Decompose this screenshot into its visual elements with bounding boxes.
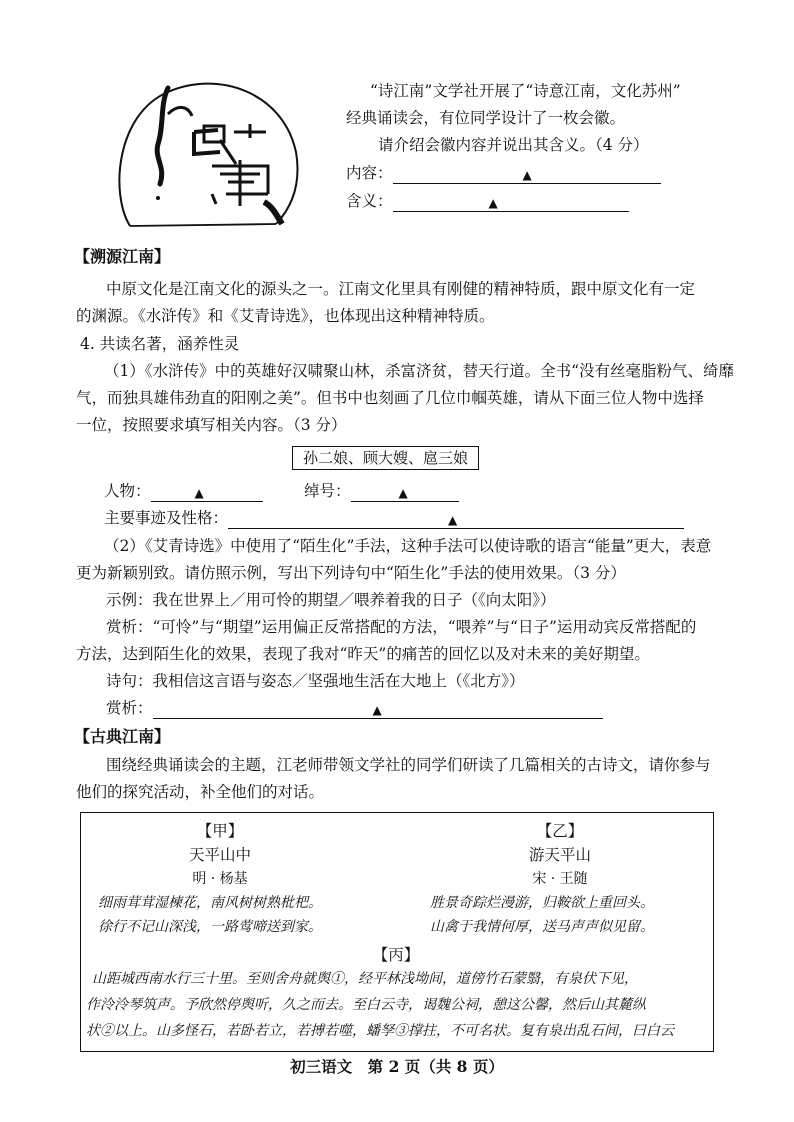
person-answer-line[interactable]: [151, 485, 263, 502]
meaning-row: [346, 190, 629, 212]
person-label: 人物：: [104, 482, 151, 500]
appreciate-row: [106, 697, 603, 719]
analysis-line: 赏析：“可怜”与“期望”运用偏正反常搭配的方法，“喂养”与“日子”运用动宾反常搭配的: [106, 618, 697, 636]
passage-tag-bing: 【丙】: [372, 946, 420, 964]
analysis-line: 方法，达到陌生化的效果，表现了我对“昨天”的痛苦的回忆以及对未来的美好期望。: [76, 645, 650, 663]
content-answer-line[interactable]: [393, 167, 661, 184]
poem-line-yi: 山禽于我情何厚，送马声声似见留。: [430, 919, 654, 935]
person-row: [104, 480, 263, 502]
question-text: 气，而独具雄伟劲直的阳刚之美”。但书中也刻画了几位巾帼英雄，请从下面三位人物中选择: [76, 389, 704, 407]
poem-title-jia: 天平山中: [188, 846, 251, 864]
answer-marker: ▲: [522, 168, 532, 182]
content-row: [346, 162, 661, 184]
question-text: 一位，按照要求填写相关内容。（3 分）: [76, 416, 347, 434]
nickname-label: 绰号：: [304, 482, 351, 500]
passage-line: 作泠泠琴筑声。予欣然停舆听，久之而去。至白云寺，谒魏公祠，憩这公馨，然后山其麓纵: [86, 997, 646, 1013]
emblem-icon: [108, 74, 304, 234]
deeds-answer-line[interactable]: [228, 512, 684, 529]
poem-author-yi: 宋 · 王随: [532, 871, 588, 887]
names-box: 孙二娘、顾大嫂、扈三娘: [292, 446, 479, 470]
poem-line: 诗句：我相信这言语与姿态／坚强地生活在大地上（《北方》）: [106, 672, 525, 690]
passage-line: 状②以上。山多怪石，若卧若立，若搏若噬，蟠孥③撑拄，不可名状。复有泉出乱石间，曰白云: [86, 1023, 674, 1039]
content-label: 内容：: [346, 164, 393, 182]
paragraph-line: 围绕经典诵读会的主题，江老师带领文学社的同学们研读了几篇相关的古诗文，请你参与: [106, 756, 711, 774]
answer-marker: ▲: [448, 513, 458, 527]
question-text: （1）《水浒传》中的英雄好汉啸聚山林，杀富济贫，替天行道。全书“没有丝毫脂粉气、绮靡: [104, 362, 735, 380]
meaning-answer-line[interactable]: [393, 195, 629, 212]
intro-line: 经典诵读会，有位同学设计了一枚会徽。: [346, 109, 626, 127]
question-title: 4. 共读名著，涵养性灵: [80, 335, 240, 353]
appreciate-answer-line[interactable]: [153, 702, 603, 719]
page-footer: 初三语文 第 2 页（共 8 页）: [290, 1057, 504, 1076]
paragraph-line: 中原文化是江南文化的源头之一。江南文化里具有刚健的精神特质，跟中原文化有一定: [106, 280, 696, 298]
passage-line: 山距城西南水行三十里。至则舍舟就舆①，经平林浅坳间，道傍竹石蒙翳，有泉伏下见，: [92, 971, 638, 987]
poem-author-jia: 明 · 杨基: [192, 871, 248, 887]
deeds-row: [104, 507, 684, 529]
poem-tag-yi: 【乙】: [536, 822, 584, 840]
intro-line: “诗江南”文学社开展了“诗意江南，文化苏州”: [370, 82, 681, 100]
answer-marker: ▲: [488, 196, 498, 210]
paragraph-line: 他们的探究活动，补全他们的对话。: [76, 783, 325, 801]
nickname-answer-line[interactable]: [351, 485, 459, 502]
deeds-label: 主要事迹及性格：: [104, 509, 229, 527]
example-line: 示例：我在世界上／用可怜的期望／喂养着我的日子（《向太阳》）: [106, 591, 556, 609]
paragraph-line: 的渊源。《水浒传》和《艾青诗选》，也体现出这种精神特质。: [76, 307, 495, 325]
section-title: 【古典江南】: [74, 727, 171, 746]
emblem: [108, 74, 304, 234]
poem-line-yi: 胜景奇踪烂漫游，归鞍欲上重回头。: [430, 895, 654, 911]
answer-marker: ▲: [398, 486, 408, 500]
question-text: 更为新颖别致。请仿照示例，写出下列诗句中“陌生化”手法的使用效果。（3 分）: [76, 564, 626, 582]
poem-tag-jia: 【甲】: [196, 822, 244, 840]
poem-line-jia: 徐行不记山深浅，一路莺啼送到家。: [98, 919, 322, 935]
answer-marker: ▲: [372, 703, 382, 717]
appreciate-label: 赏析：: [106, 699, 153, 717]
question-text: （2）《艾青诗选》中使用了“陌生化”手法，这种手法可以使诗歌的语言“能量”更大，表意: [104, 537, 712, 555]
nickname-row: [304, 480, 459, 502]
answer-marker: ▲: [194, 486, 204, 500]
poem-title-yi: 游天平山: [528, 846, 591, 864]
intro-question: 请介绍会徽内容并说出其含义。（4 分）: [378, 136, 649, 154]
section-title: 【溯源江南】: [74, 247, 171, 266]
meaning-label: 含义：: [346, 192, 393, 210]
poem-line-jia: 细雨茸茸湿楝花，南风树树熟枇杷。: [98, 895, 322, 911]
